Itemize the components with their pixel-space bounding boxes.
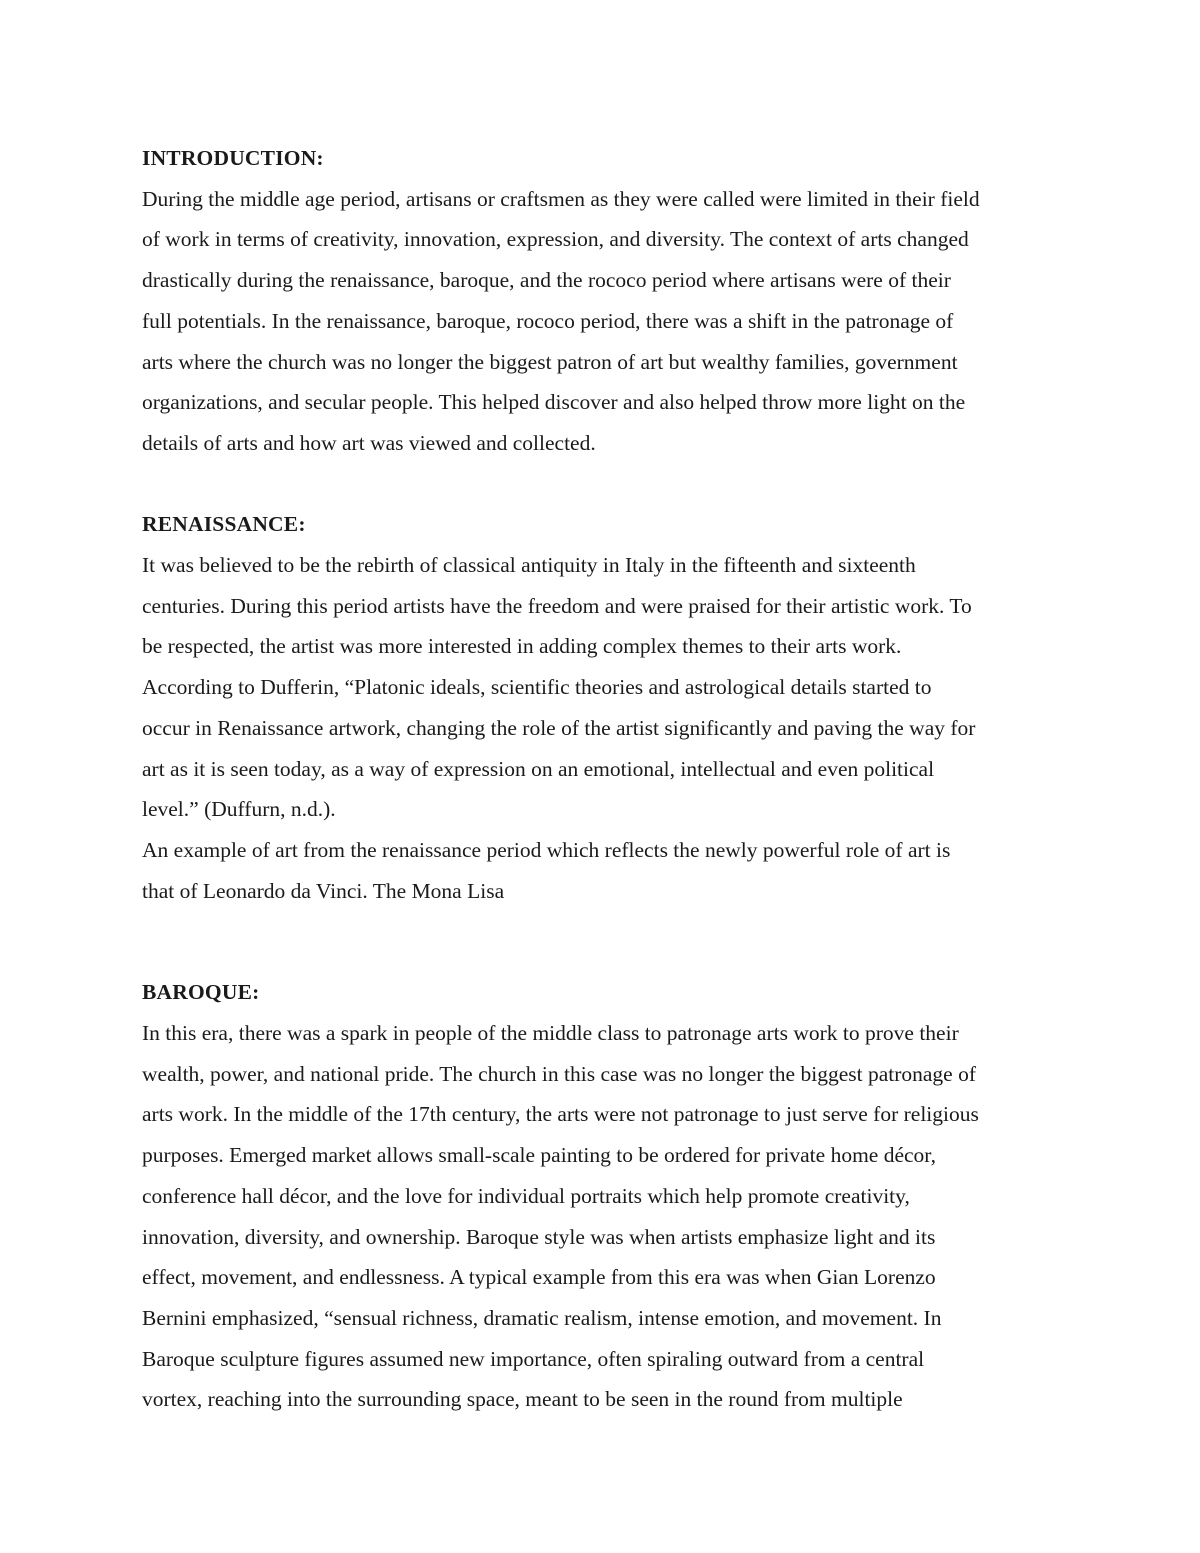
section-heading: RENAISSANCE: (142, 512, 306, 537)
paragraph-line: be respected, the artist was more interested in adding complex themes to their arts work. (142, 634, 902, 659)
section-spacer (142, 464, 1067, 505)
paragraph-line: organizations, and secular people. This helped discover and also helped throw more light on the (142, 390, 966, 415)
section-introduction (142, 138, 1067, 464)
paragraph-line: wealth, power, and national pride. The church in this case was no longer the biggest patronage of (142, 1061, 976, 1086)
paragraph-line: purposes. Emerged market allows small-scale painting to be ordered for private home décor, (142, 1143, 936, 1168)
paragraph-line: conference hall décor, and the love for individual portraits which help promote creativity, (142, 1183, 910, 1208)
paragraph-line: full potentials. In the renaissance, baroque, rococo period, there was a shift in the patronage of (142, 308, 954, 333)
paragraph-line: arts where the church was no longer the biggest patron of art but wealthy families, government (142, 349, 958, 374)
paragraph-line: of work in terms of creativity, innovation, expression, and diversity. The context of arts changed (142, 227, 969, 252)
section-heading: INTRODUCTION: (142, 146, 324, 170)
paragraph-line: According to Dufferin, “Platonic ideals, scientific theories and astrological details started to (142, 675, 932, 700)
section-baroque (142, 972, 1067, 1420)
paragraph-line: effect, movement, and endlessness. A typical example from this era was when Gian Lorenzo (142, 1265, 936, 1290)
paragraph-line: Bernini emphasized, “sensual richness, dramatic realism, intense emotion, and movement. In (142, 1305, 942, 1330)
paragraph-line: innovation, diversity, and ownership. Baroque style was when artists emphasize light and its (142, 1224, 936, 1249)
document-body (142, 138, 1067, 1420)
paragraph-line: arts work. In the middle of the 17th century, the arts were not patronage to just serve for religious (142, 1102, 979, 1127)
paragraph-line: Baroque sculpture figures assumed new importance, often spiraling outward from a central (142, 1346, 925, 1371)
paragraph-line: details of arts and how art was viewed and collected. (142, 430, 596, 455)
paragraph-line: centuries. During this period artists have the freedom and were praised for their artistic work. To (142, 593, 972, 618)
paragraph-line: art as it is seen today, as a way of expression on an emotional, intellectual and even political (142, 756, 935, 781)
paragraph-line: An example of art from the renaissance period which reflects the newly powerful role of art is (142, 837, 951, 862)
section-spacer (142, 911, 1067, 972)
section-heading: BAROQUE: (142, 980, 260, 1005)
section-renaissance (142, 504, 1067, 911)
paragraph-line: During the middle age period, artisans or craftsmen as they were called were limited in their field (142, 186, 980, 211)
paragraph-line: vortex, reaching into the surrounding space, meant to be seen in the round from multiple (142, 1387, 903, 1412)
paragraph-line: drastically during the renaissance, baroque, and the rococo period where artisans were of their (142, 268, 951, 293)
paragraph-line: It was believed to be the rebirth of classical antiquity in Italy in the fifteenth and sixteenth (142, 553, 916, 578)
paragraph-line: In this era, there was a spark in people of the middle class to patronage arts work to prove their (142, 1021, 959, 1046)
paragraph-line: that of Leonardo da Vinci. The Mona Lisa (142, 878, 505, 903)
paragraph-line: occur in Renaissance artwork, changing the role of the artist significantly and paving the way for (142, 715, 976, 740)
paragraph-line: level.” (Duffurn, n.d.). (142, 797, 336, 822)
